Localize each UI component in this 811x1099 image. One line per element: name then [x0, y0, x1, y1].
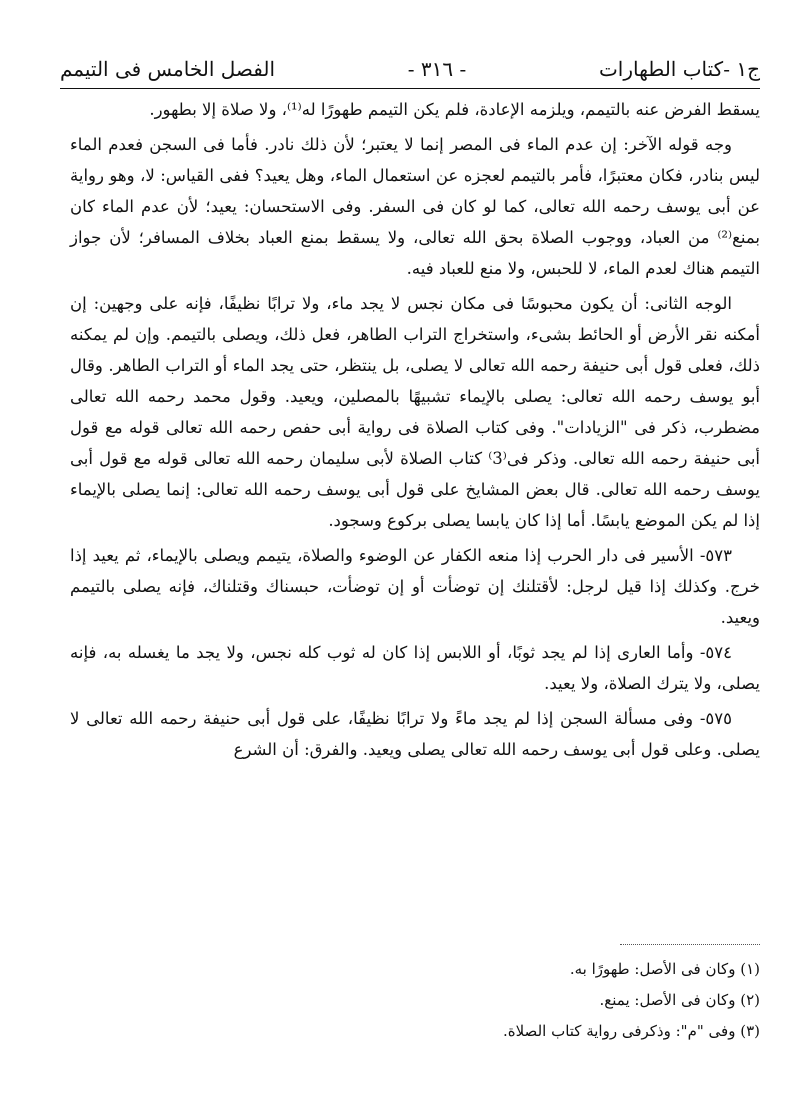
footnote: (٢) وكان فى الأصل: يمنع. [599, 991, 760, 1009]
footnote-separator [620, 944, 760, 945]
paragraph: ٥٧٤- وأما العارى إذا لم يجد ثوبًا، أو اللابس إذا كان له ثوب كله نجس، ولا يجد ما يغسله به، فإنه يصلى، ولا يترك الصلاة، ولا يعيد. [70, 643, 760, 693]
paragraph: ٥٧٥- وفى مسألة السجن إذا لم يجد ماءً ولا ترابًا نظيفًا، على قول أبى حنيفة رحمه الله تعالى لا يصلى. وعلى قول أبى يوسف رحمه الله تعالى يصلى ويعيد. والفرق: أن الشرع [70, 709, 760, 759]
header-chapter: ج١ -كتاب الطهارات [598, 57, 760, 81]
paragraph: ٥٧٣- الأسير فى دار الحرب إذا منعه الكفار عن الوضوء والصلاة، يتيمم ويصلى بالإيماء، ثم يعيد إذا خرج. وكذلك إذا قيل لرجل: لأقتلنك إن توضأت أو إن توضأت، حبسناك وقتلناك، فإنه يصلى بالتيمم ويعيد. [70, 546, 760, 627]
paragraph: وجه قوله الآخر: إن عدم الماء فى المصر إنما لا يعتبر؛ لأن ذلك نادر. فأما فى السجن فعدم الماء ليس بنادر، فكان معتبرًا، فأمر بالتيمم لعجزه عن استعمال الماء، وهل يعيد؟ ففى القياس: لا، وهو رواية عن أبى يوسف رحمه الله تعالى، كما لو كان فى السفر. وفى الاستحسان: يعيد؛ لأن عدم الماء كان بمنع⁽²⁾ من العباد، ووجوب الصلاة بحق الله تعالى، ولا يسقط بمنع العباد بخلاف المسافر؛ لأن جواز التيمم هناك لعدم الماء، لا للحبس، ولا منع للعباد فيه. [70, 135, 760, 278]
header-section: الفصل الخامس فى التيمم [60, 57, 276, 81]
footnotes [70, 954, 760, 1047]
footnote: (١) وكان فى الأصل: طهورًا به. [569, 960, 760, 978]
paragraph: يسقط الفرض عنه بالتيمم، ويلزمه الإعادة، فلم يكن التيمم طهورًا له⁽¹⁾، ولا صلاة إلا بطهور. [149, 100, 760, 119]
body-text [70, 94, 760, 769]
footnote: (٣) وفى "م": وذكرفى رواية كتاب الصلاة. [502, 1022, 760, 1040]
paragraph: الوجه الثانى: أن يكون محبوسًا فى مكان نجس لا يجد ماء، ولا ترابًا نظيفًا، فإنه على وجهين: إن أمكنه نقر الأرض أو الحائط بشىء، واستخراج التراب الطاهر، فعل ذلك، ويصلى بالتيمم. وإن لم يمكنه ذلك، فعلى قول أبى حنيفة رحمه الله تعالى لا يصلى، بل ينتظر، حتى يجد الماء أو التراب الطاهر. وقال أبو يوسف رحمه الله تعالى: يصلى بالإيماء تشبيهًا بالمصلين، ويعيد. وقول محمد رحمه الله تعالى مضطرب، ذكر فى "الزيادات". وفى كتاب الصلاة فى رواية أبى حفص رحمه الله تعالى قوله مع قول أبى حنيفة رحمه الله تعالى. وذكر فى⁽3⁾ كتاب الصلاة لأبى سليمان رحمه الله تعالى قوله مع قول أبى يوسف رحمه الله تعالى. قال بعض المشايخ على قول أبى يوسف رحمه الله تعالى: إنما يصلى بالإيماء إذا لم يكن الموضع يابسًا. أما إذا كان يابسا يصلى بركوع وسجود. [70, 294, 761, 530]
running-header [60, 52, 760, 86]
header-page-number: - ٣١٦ - [407, 57, 467, 81]
header-rule [60, 88, 760, 89]
